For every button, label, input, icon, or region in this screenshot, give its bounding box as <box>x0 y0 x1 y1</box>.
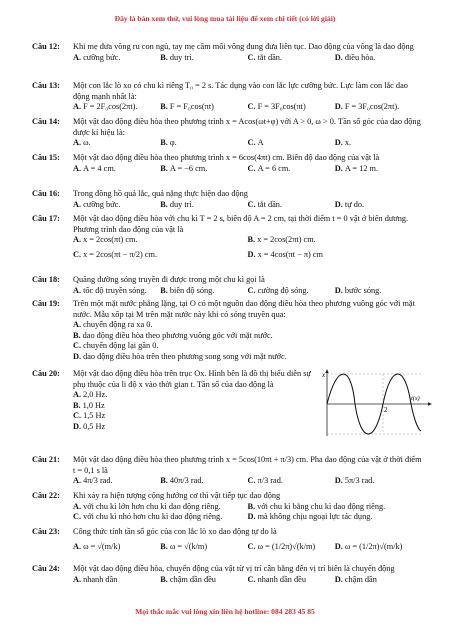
option-d[interactable]: D. F = 3F₀cos(2πt). <box>334 102 400 112</box>
option-b[interactable]: B. chậm dần đều <box>160 574 216 584</box>
option-d[interactable]: D. x = 4cos(πt − π) cm <box>247 249 324 259</box>
question-text: Một con lắc lò xo có chu kì riêng T₀ = 2 s. Tác dụng vào con lắc lực cưỡng bức. Lực làm con lắc dao động mạnh nhất là: <box>73 81 408 101</box>
option-c[interactable]: C. 1,5 Hz <box>73 411 106 421</box>
option-b[interactable]: B. φ. <box>160 138 177 148</box>
option-a[interactable]: A. tốc độ truyền sóng. <box>73 285 147 295</box>
question-number: Câu 17: <box>32 214 60 223</box>
question-number: Câu 15: <box>32 153 60 162</box>
option-d[interactable]: D. ω = (1/2π)√(m/k) <box>334 541 403 551</box>
option-a[interactable]: A. F = 2F₀cos(2πt). <box>73 102 138 112</box>
question-text: Khi xảy ra hiện tượng cộng hưởng cơ thì vật tiếp tục dao động <box>73 491 281 500</box>
option-c[interactable]: C. tắt dần. <box>247 199 282 209</box>
t-tick-label: 2 <box>384 406 388 414</box>
option-b[interactable]: B. biên độ sóng. <box>160 285 215 295</box>
question-text: Quãng đường sóng truyền đi được trong một chu kì gọi là <box>73 275 265 284</box>
question-text: Một vật dao động điều hòa trên trục Ox. Hình bên là đồ thị biểu diễn sự phụ thuộc của li độ x vào thời gian t. Tần số của dao động là <box>73 369 311 389</box>
option-c[interactable]: C. với chu kì nhỏ hơn chu kì dao động riêng. <box>73 512 223 522</box>
option-d[interactable]: D. A = 12 m. <box>334 163 379 173</box>
option-b[interactable]: B. với chu kì bằng chu kì dao động riêng. <box>247 501 386 511</box>
option-b[interactable]: B. ω = √(k/m) <box>160 541 208 551</box>
option-b[interactable]: B. 40π/3 rad. <box>160 476 204 486</box>
oscillation-graph <box>321 368 433 438</box>
option-a[interactable]: A. nhanh dần <box>73 574 118 584</box>
option-a[interactable]: A. 2,0 Hz. <box>73 390 108 400</box>
question-text: Một vật dao động điều hòa theo phương trình x = Acos(ωt+φ) với A > 0, ω > 0. Tần số góc của dao động được kí hiệu là: <box>73 117 421 137</box>
option-d[interactable]: D. mà không chịu ngoại lực tác dụng. <box>247 512 373 522</box>
question-number: Câu 23: <box>32 527 60 536</box>
option-c[interactable]: C. x = 2cos(πt − π/2) cm. <box>73 249 158 259</box>
option-b[interactable]: B. duy trì. <box>160 52 194 62</box>
question-text: Một vật dao động điều hòa, chuyển động của vật từ vị trí cân bằng đến vị trí biên là chuyển động <box>73 564 395 573</box>
option-c[interactable]: C. ω = (1/2π)√(k/m) <box>247 541 316 551</box>
option-d[interactable]: D. x. <box>334 138 352 148</box>
question-number: Câu 22: <box>32 491 60 500</box>
option-a[interactable]: A. x = 2cos(πt) cm. <box>73 235 138 245</box>
option-d[interactable]: D. dao động điều hòa trên theo phương song song với mặt nước. <box>73 351 287 361</box>
question-13 <box>32 81 422 113</box>
question-14 <box>32 117 422 149</box>
question-text: Trên một mặt nước phẳng lặng, tại O có một nguồn dao động điều hòa theo phương vuông góc với mặt nước. Mẫu xốp tại M trên mặt nước này khi có sóng truyền qua: <box>73 299 415 319</box>
option-d[interactable]: D. chậm dần <box>334 574 377 584</box>
option-d[interactable]: D. 0,5 Hz <box>73 421 106 431</box>
question-21 <box>32 455 422 487</box>
question-number: Câu 21: <box>32 455 60 464</box>
option-b[interactable]: B. F = F₀cos(πt) <box>160 102 214 112</box>
question-number: Câu 24: <box>32 564 60 573</box>
question-18 <box>32 275 422 296</box>
question-text: Công thức tính tần số góc của con lắc lò xo dao động tự do là <box>73 527 277 536</box>
option-a[interactable]: A. 4π/3 rad. <box>73 476 113 486</box>
option-a[interactable]: A. A = 4 cm. <box>73 163 116 173</box>
question-number: Câu 20: <box>32 369 60 378</box>
question-number: Câu 13: <box>32 81 60 90</box>
question-19 <box>32 299 422 363</box>
option-b[interactable]: B. 1,0 Hz <box>73 400 105 410</box>
option-b[interactable]: B. A = −6 cm. <box>160 163 208 173</box>
y-axis-arrow <box>325 369 328 373</box>
question-number: Câu 12: <box>32 42 60 51</box>
option-c[interactable]: C. tắt dần. <box>247 52 282 62</box>
question-number: Câu 19: <box>32 299 60 308</box>
question-number: Câu 14: <box>32 117 60 126</box>
option-c[interactable]: C. cường độ sóng. <box>247 285 309 295</box>
option-a[interactable]: A. ω. <box>73 138 91 148</box>
question-24 <box>32 564 422 585</box>
option-c[interactable]: C. chuyển động lại gần 0. <box>73 341 159 351</box>
question-text: Một vật dao động điều hòa theo phương trình x = 6cos(4πt) cm. Biên độ dao động của vật là <box>73 153 380 162</box>
option-b[interactable]: B. x = 2cos(2πt) cm. <box>247 235 316 245</box>
hotline-notice: Mọi thắc mắc vui lòng xin liên hệ hotline: 084 283 45 85 <box>135 607 315 616</box>
y-axis-label: x <box>322 371 326 379</box>
option-a[interactable]: A. cưỡng bức. <box>73 52 121 62</box>
option-c[interactable]: C. A <box>247 138 264 148</box>
option-c[interactable]: C. nhanh dần đều <box>247 574 306 584</box>
option-d[interactable]: D. điều hòa. <box>334 52 376 62</box>
question-text: Một vật dao động điều hòa theo phương trình x = 5cos(10πt + π/3) cm. Pha dao động của vật ở thời điểm t = 0,1 s là <box>73 455 422 475</box>
option-c[interactable]: C. F = 3F₀cos(πt) <box>247 102 306 112</box>
option-d[interactable]: D. 5π/3 rad. <box>334 476 375 486</box>
option-d[interactable]: D. bước sóng. <box>334 285 382 295</box>
t-axis-arrow <box>428 402 432 405</box>
question-20 <box>32 369 317 433</box>
option-d[interactable]: D. tự do. <box>334 199 365 209</box>
question-number: Câu 18: <box>32 275 60 284</box>
question-number: Câu 16: <box>32 189 60 198</box>
question-text: Khi mẹ đưa võng ru con ngủ, tay mẹ cầm mối võng đung đưa liên tục. Dao động của võng là dao động <box>73 42 414 51</box>
option-b[interactable]: B. dao động điều hòa theo phương vuông góc với mặt nước. <box>73 330 273 340</box>
preview-notice: Đây là bản xem thử, vui lòng mua tài liệu để xem chi tiết (có lời giải) <box>114 14 336 23</box>
t-axis-label: t(s) <box>411 395 420 402</box>
option-a[interactable]: A. chuyển động ra xa 0. <box>73 320 153 330</box>
option-a[interactable]: A. với chu kì lớn hơn chu kì dao động riêng. <box>73 501 221 511</box>
question-text: Trong đồng hồ quả lắc, quả nặng thực hiện dao động <box>73 189 248 198</box>
question-23 <box>32 527 422 552</box>
option-a[interactable]: A. cưỡng bức. <box>73 199 121 209</box>
question-16 <box>32 189 422 210</box>
question-17 <box>32 214 422 260</box>
question-22 <box>32 491 422 523</box>
option-a[interactable]: A. ω = √(m/k) <box>73 541 121 551</box>
option-c[interactable]: C. π/3 rad. <box>247 476 283 486</box>
option-c[interactable]: C. A = 6 cm. <box>247 163 291 173</box>
option-b[interactable]: B. duy trì. <box>160 199 194 209</box>
question-15 <box>32 153 422 174</box>
question-12 <box>32 42 422 63</box>
question-text: Một vật dao động điều hòa với chu kì T = 2 s, biên độ A = 2 cm, tại thời điểm t = 0 vật ở biên dương. Phương trình dao động của vật là <box>73 214 409 234</box>
